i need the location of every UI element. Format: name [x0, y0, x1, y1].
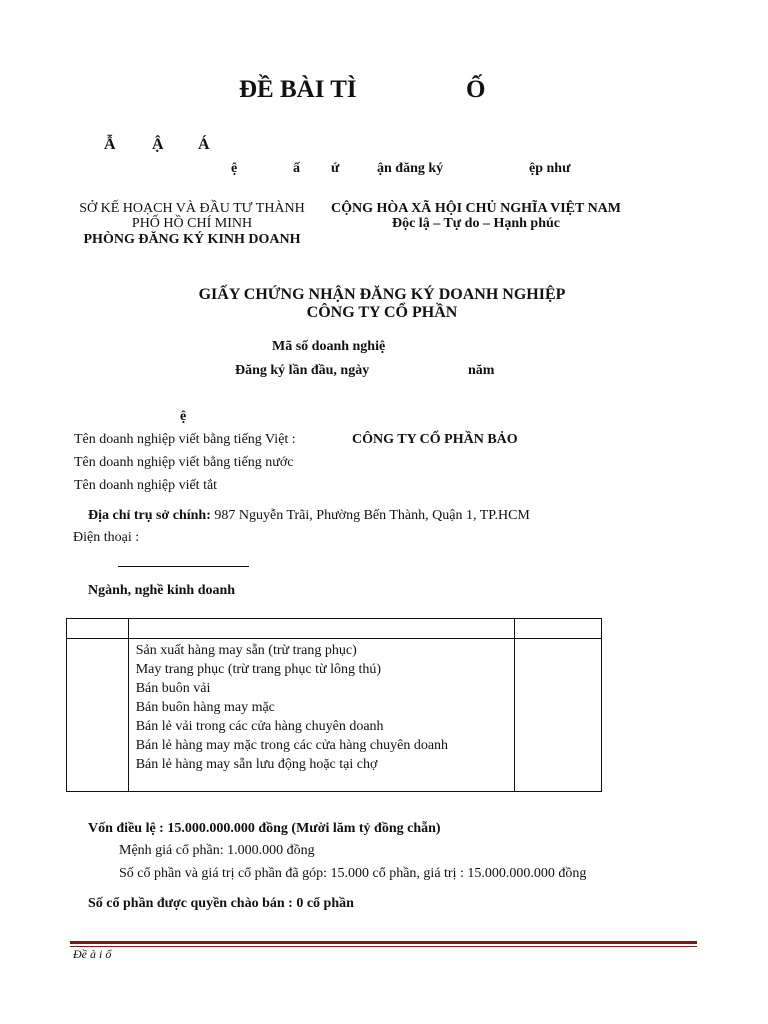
name-vn-label: Tên doanh nghiệp viết bằng tiếng Việt : — [74, 432, 296, 447]
footer-rule-thin — [70, 946, 697, 947]
table-header-row — [67, 619, 602, 639]
document-title-suffix: Ố — [466, 76, 486, 103]
table-row — [67, 639, 602, 792]
list-item: Bán lẻ vải trong các cửa hàng chuyên doanh — [135, 719, 384, 734]
table-header-cell — [515, 619, 602, 639]
phone-underline — [118, 566, 249, 567]
par-value: Mệnh giá cổ phần: 1.000.000 đồng — [119, 843, 315, 858]
address-value: 987 Nguyễn Trãi, Phường Bến Thành, Quận 1, TP.HCM — [210, 508, 530, 523]
business-list-cell — [128, 639, 515, 792]
header-line3-fragment-3: ứ — [331, 161, 340, 176]
certificate-subtitle: CÔNG TY CỔ PHẦN — [306, 304, 458, 321]
offerable-shares: Số cổ phần được quyền chào bán : 0 cổ phần — [88, 896, 354, 911]
business-heading: Ngành, nghề kinh doanh — [88, 583, 236, 598]
address-line — [88, 508, 530, 524]
header-line3-fragment-2: ấ — [293, 161, 300, 176]
business-table — [66, 618, 602, 792]
header-fragment-3: Á — [198, 136, 210, 153]
header-line3-fragment-4: ận đăng ký — [377, 161, 444, 176]
first-registration-year: năm — [468, 363, 495, 378]
certificate-title: GIẤY CHỨNG NHẬN ĐĂNG KÝ DOANH NGHIỆP — [198, 286, 566, 303]
table-header-cell — [128, 619, 515, 639]
charter-capital: Vốn điều lệ : 15.000.000.000 đồng (Mười lăm tỷ đồng chẵn) — [88, 821, 441, 836]
header-fragment-2: Ậ — [152, 136, 164, 153]
list-item: Bán lẻ hàng may sẵn lưu động hoặc tại chợ — [135, 757, 378, 772]
footer-text: Đề à i ổ — [73, 947, 112, 961]
name-foreign-label: Tên doanh nghiệp viết bằng tiếng nước — [74, 455, 294, 470]
header-line3-fragment-5: ệp như — [529, 161, 571, 176]
section-marker: ệ — [180, 409, 187, 424]
name-short-label: Tên doanh nghiệp viết tắt — [74, 478, 218, 493]
name-vn-value: CÔNG TY CỔ PHẦN BẢO — [352, 432, 518, 447]
enterprise-code-label: Mã số doanh nghiệ — [272, 339, 386, 354]
agency-line-3: PHÒNG ĐĂNG KÝ KINH DOANH — [83, 232, 301, 247]
national-title: CỘNG HÒA XÃ HỘI CHỦ NGHĨA VIỆT NAM — [330, 201, 621, 216]
list-item: Bán buôn vải — [135, 681, 211, 696]
table-cell — [67, 639, 129, 792]
header-line3-fragment-1: ệ — [231, 161, 238, 176]
agency-line-2: PHỐ HỒ CHÍ MINH — [131, 216, 253, 231]
table-header-cell — [67, 619, 129, 639]
document-title: ĐỀ BÀI TÌ — [239, 76, 357, 103]
national-motto: Độc lậ – Tự do – Hạnh phúc — [391, 216, 561, 231]
contributed-shares: Số cổ phần và giá trị cổ phần đã góp: 15.000 cổ phần, giá trị : 15.000.000.000 đồng — [119, 866, 587, 881]
list-item: Bán lẻ hàng may mặc trong các cửa hàng chuyên doanh — [135, 738, 449, 753]
agency-line-1: SỞ KẾ HOẠCH VÀ ĐẦU TƯ THÀNH — [79, 201, 305, 216]
header-fragment-1: Ẫ — [104, 136, 116, 153]
list-item: Bán buôn hàng may mặc — [135, 700, 275, 715]
address-label: Địa chỉ trụ sở chính: — [88, 508, 211, 523]
first-registration-label: Đăng ký lần đầu, ngày — [235, 363, 370, 378]
table-cell — [515, 639, 602, 792]
phone-label: Điện thoại : — [73, 530, 140, 545]
list-item: Sản xuất hàng may sẵn (trừ trang phục) — [135, 643, 357, 658]
list-item: May trang phục (trừ trang phục từ lông thú) — [135, 662, 382, 677]
footer-rule-thick — [70, 941, 697, 944]
